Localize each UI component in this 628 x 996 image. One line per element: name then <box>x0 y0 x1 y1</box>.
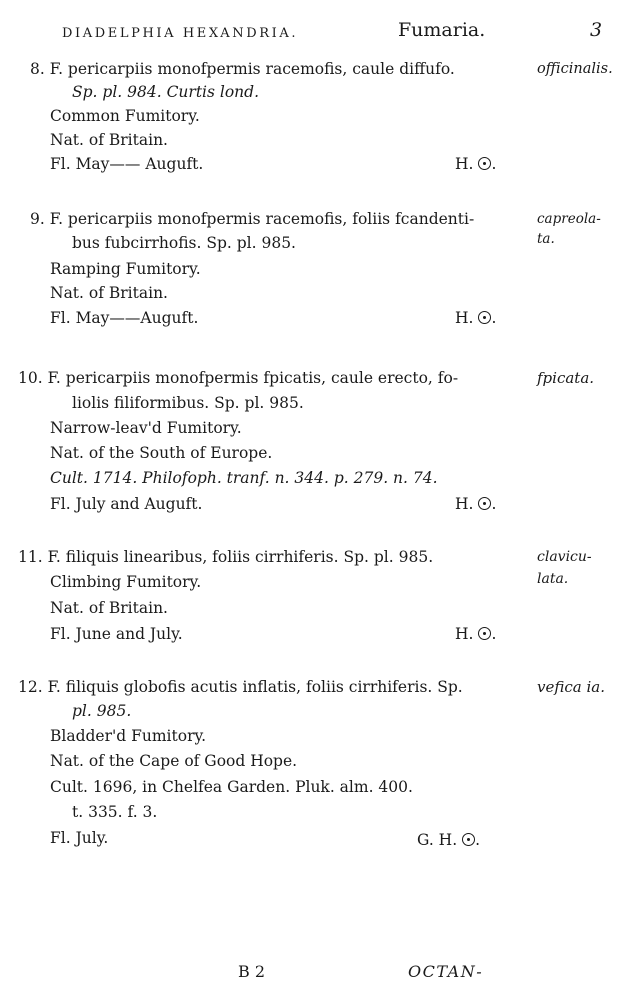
species-line: vefica ia. <box>537 678 605 696</box>
entry-line-plate: t. 335. f. 3. <box>72 803 158 821</box>
habit-mark: H. . <box>455 495 497 513</box>
species-line: capreola- <box>537 211 601 227</box>
entry-line-native: Nat. of Britain. <box>50 284 168 302</box>
page-footer <box>0 962 628 988</box>
entry-number: 8. <box>30 60 45 78</box>
habit-mark: G. H. . <box>417 831 481 849</box>
entry-line: F. pericarpiis monofpermis racemofis, caule diffufo. <box>49 60 455 78</box>
species-line: officinalis. <box>537 61 613 77</box>
habit-text: H. <box>455 309 474 327</box>
entry-line-description <box>30 58 455 80</box>
entry-line: F. pericarpiis monofpermis racemofis, foliis fcandenti- <box>49 210 475 228</box>
habit-text: H. <box>455 495 474 513</box>
entry-number: 9. <box>30 210 45 228</box>
entry-line-flowering: Fl. July. <box>50 829 109 847</box>
genus-name: Fumaria. <box>398 19 486 41</box>
entry-line-continued: liolis filiformibus. Sp. pl. 985. <box>72 394 304 412</box>
annual-symbol-icon <box>478 311 491 324</box>
catchword: OCTAN- <box>408 962 484 981</box>
entry-line-description <box>18 676 463 698</box>
entry-line: F. filiquis linearibus, foliis cirrhiferis. Sp. pl. 985. <box>47 548 434 566</box>
species-line: lata. <box>537 571 569 587</box>
entry-line-cultivated: Cult. 1696, in Chelfea Garden. Pluk. alm. 400. <box>50 778 413 796</box>
entry-line-common-name: Narrow-leav'd Fumitory. <box>50 419 242 437</box>
species-line: ta. <box>537 231 555 247</box>
entry-line-native: Nat. of the Cape of Good Hope. <box>50 752 298 770</box>
habit-mark: H. . <box>455 155 497 173</box>
page-number: 3 <box>590 19 603 41</box>
class-name: DIADELPHIA HEXANDRIA. <box>62 26 299 41</box>
entry-line: F. filiquis globofis acutis inflatis, foliis cirrhiferis. Sp. <box>47 678 463 696</box>
entry-line-cultivated: Cult. 1714. Philofoph. tranf. n. 344. p. 279. n. 74. <box>50 469 438 487</box>
entry-line-description <box>18 367 458 389</box>
running-head <box>0 18 628 48</box>
species-line: fpicata. <box>537 369 595 387</box>
annual-symbol-icon <box>478 157 491 170</box>
species-epithet <box>537 367 594 389</box>
entry-line-flowering: Fl. May—— Auguft. <box>50 155 204 173</box>
entry-line-common-name: Bladder'd Fumitory. <box>50 727 207 745</box>
entry-number: 11. <box>18 548 43 566</box>
entry-line-flowering: Fl. July and Auguft. <box>50 495 203 513</box>
habit-mark: H. . <box>455 309 497 327</box>
species-line: clavicu- <box>537 549 592 565</box>
entry-line-continued: pl. 985. <box>72 702 132 720</box>
entry-line-native: Nat. of the South of Europe. <box>50 444 273 462</box>
habit-text: H. <box>455 625 474 643</box>
annual-symbol-icon <box>462 833 475 846</box>
species-epithet <box>537 58 613 80</box>
habit-mark: H. . <box>455 625 497 643</box>
entry-line-flowering: Fl. May——Auguft. <box>50 309 199 327</box>
annual-symbol-icon <box>478 497 491 510</box>
species-epithet <box>537 546 592 590</box>
entry-number: 12. <box>18 678 43 696</box>
signature-mark: B 2 <box>238 962 266 981</box>
entry-line-native: Nat. of Britain. <box>50 131 168 149</box>
entry-number: 10. <box>18 369 43 387</box>
entry-line-common-name: Climbing Fumitory. <box>50 573 202 591</box>
entry-line-flowering: Fl. June and July. <box>50 625 183 643</box>
entry-line: F. pericarpiis monofpermis fpicatis, caule erecto, fo- <box>47 369 459 387</box>
entry-line-description <box>18 546 433 568</box>
habit-text: G. H. <box>417 831 458 849</box>
entry-line-native: Nat. of Britain. <box>50 599 168 617</box>
entry-line-continued: bus fubcirrhofis. Sp. pl. 985. <box>72 234 296 252</box>
entry-line-common-name: Common Fumitory. <box>50 107 200 125</box>
entry-line-common-name: Ramping Fumitory. <box>50 260 201 278</box>
species-epithet <box>537 208 601 250</box>
entry-line-description <box>30 208 474 230</box>
habit-text: H. <box>455 155 474 173</box>
annual-symbol-icon <box>478 627 491 640</box>
species-epithet <box>537 676 605 698</box>
entry-line-reference: Sp. pl. 984. Curtis lond. <box>72 83 260 101</box>
